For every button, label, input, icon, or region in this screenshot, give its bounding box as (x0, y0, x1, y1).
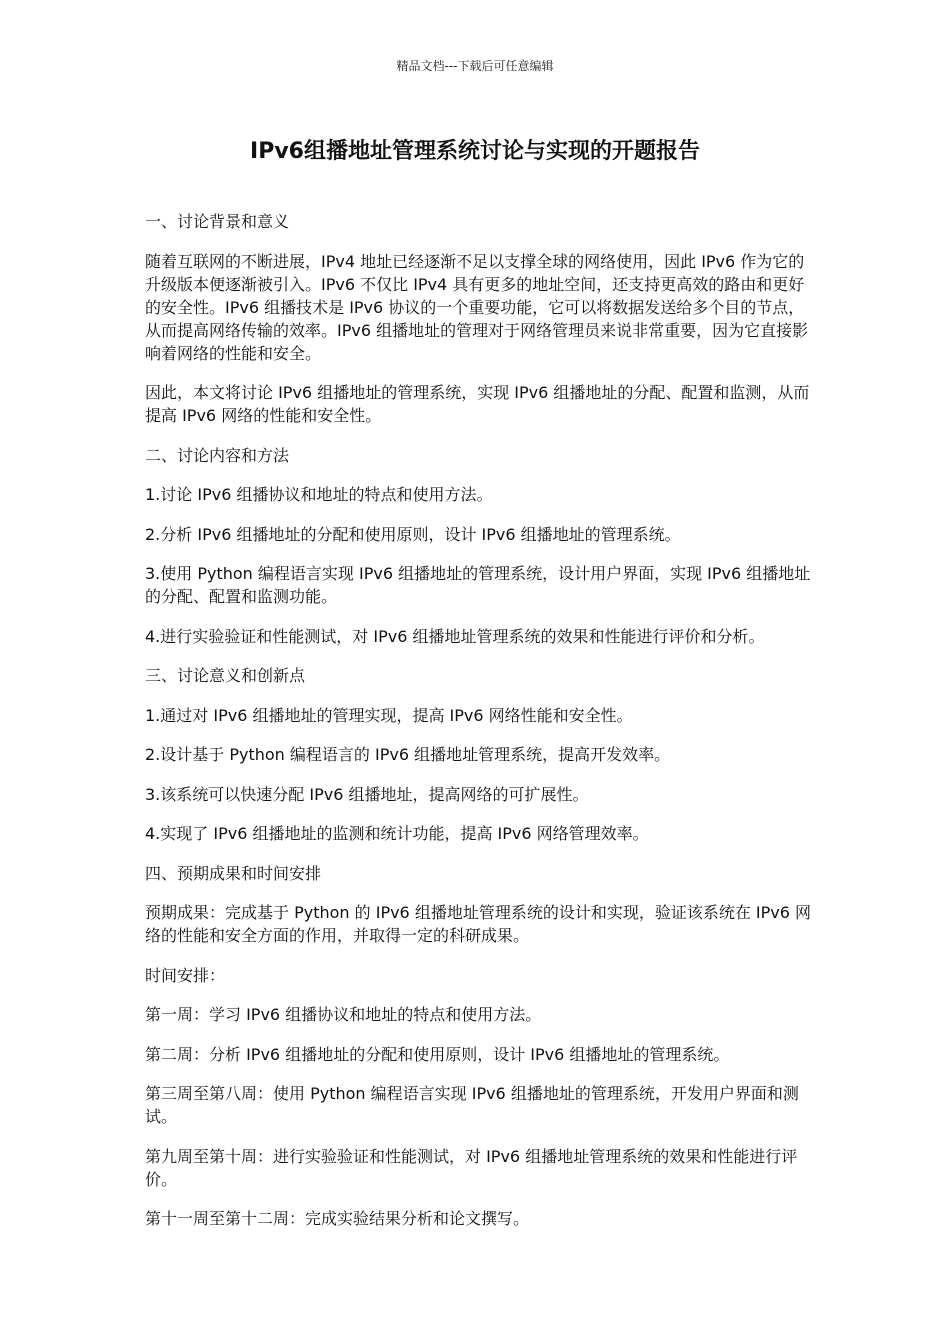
section-heading-background: 一、讨论背景和意义 (145, 212, 290, 231)
list-item-significance-3: 3.该系统可以快速分配 IPv6 组播地址，提高网络的可扩展性。 (145, 784, 589, 804)
section-heading-significance: 三、讨论意义和创新点 (145, 666, 306, 685)
list-item-content-3: 3.使用 Python 编程语言实现 IPv6 组播地址的管理系统，设计用户界面，实现 IPv6 组播地址的分配、配置和监测功能。 (145, 564, 811, 606)
list-item-content-4: 4.进行实验验证和性能测试，对 IPv6 组播地址管理系统的效果和性能进行评价和分析。 (145, 626, 765, 646)
schedule-item-week-2: 第二周：分析 IPv6 组播地址的分配和使用原则，设计 IPv6 组播地址的管理系统。 (145, 1044, 730, 1064)
schedule-item-week-11-12: 第十一周至第十二周：完成实验结果分析和论文撰写。 (145, 1209, 530, 1228)
paragraph-expected-results: 预期成果：完成基于 Python 的 IPv6 组播地址管理系统的设计和实现，验证该系统在 IPv6 网络的性能和安全方面的作用，并取得一定的科研成果。 (145, 903, 812, 945)
schedule-item-week-1: 第一周：学习 IPv6 组播协议和地址的特点和使用方法。 (145, 1005, 542, 1024)
list-item-content-2: 2.分析 IPv6 组播地址的分配和使用原则，设计 IPv6 组播地址的管理系统。 (145, 524, 681, 544)
section-heading-schedule: 四、预期成果和时间安排 (145, 863, 322, 883)
list-item-significance-1: 1.通过对 IPv6 组播地址的管理实现，提高 IPv6 网络性能和安全性。 (145, 705, 633, 725)
paragraph-background: 随着互联网的不断进展，IPv4 地址已经逐渐不足以支撑全球的网络使用，因此 IPv6 作为它的升级版本便逐渐被引入。IPv6 不仅比 IPv4 具有更多的地址空间，还支持更高效的路由和更好的安全性。IPv6 组播技术是 IPv6 协议的一个重要功能，它可以将数据发送给多个目的节点，从而提高网络传输的效率。IPv6 组播地址的管理对于网络管理员来说非常重要，因为它直接影响着网络的性能和安全。 (145, 251, 809, 363)
section-heading-content-method: 二、讨论内容和方法 (145, 445, 290, 465)
list-item-content-1: 1.讨论 IPv6 组播协议和地址的特点和使用方法。 (145, 485, 493, 504)
schedule-item-week-9-10: 第九周至第十周：进行实验验证和性能测试，对 IPv6 组播地址管理系统的效果和性能进行评价。 (145, 1146, 798, 1189)
document-body (145, 210, 813, 1247)
list-item-significance-2: 2.设计基于 Python 编程语言的 IPv6 组播地址管理系统，提高开发效率。 (145, 745, 671, 764)
paragraph-schedule-label: 时间安排： (145, 965, 226, 985)
schedule-item-week-3-8: 第三周至第八周：使用 Python 编程语言实现 IPv6 组播地址的管理系统，开发用户界面和测试。 (145, 1084, 799, 1126)
list-item-significance-4: 4.实现了 IPv6 组播地址的监测和统计功能，提高 IPv6 网络管理效率。 (145, 824, 649, 843)
document-title: IPv6组播地址管理系统讨论与实现的开题报告 (250, 139, 700, 164)
page-header: 精品文档---下载后可任意编辑 (396, 59, 554, 73)
paragraph-purpose: 因此，本文将讨论 IPv6 组播地址的管理系统，实现 IPv6 组播地址的分配、配置和监测，从而提高 IPv6 网络的性能和安全性。 (145, 383, 810, 425)
